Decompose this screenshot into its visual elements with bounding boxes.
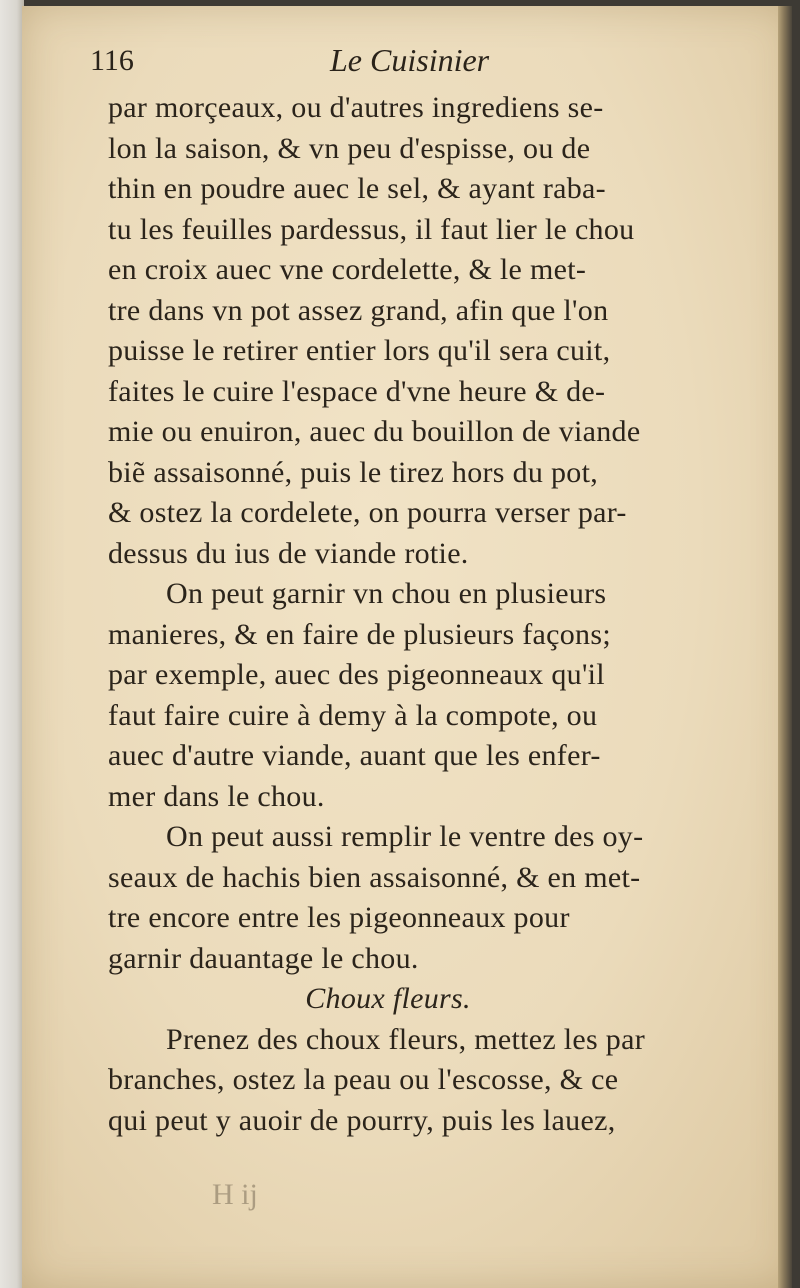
- page-number: 116: [90, 44, 134, 77]
- text-line: lon la saison, & vn peu d'espisse, ou de: [108, 131, 591, 165]
- signature-mark: H ij: [212, 1178, 258, 1211]
- text-line: manieres, & en faire de plusieurs façons;: [108, 617, 611, 651]
- text-line: tre encore entre les pigeonneaux pour: [108, 901, 570, 934]
- text-line: & ostez la cordelete, on pourra verser par-: [108, 496, 627, 529]
- page-fore-edge: [778, 6, 792, 1288]
- paragraph-start-line: On peut aussi remplir le ventre des oy-: [166, 820, 644, 853]
- text-line: seaux de hachis bien assaisonné, & en met-: [108, 860, 641, 894]
- section-heading: Choux fleurs.: [305, 982, 471, 1015]
- text-line: qui peut y auoir de pourry, puis les lauez,: [108, 1103, 616, 1137]
- text-line: en croix auec vne cordelette, & le met-: [108, 253, 587, 286]
- running-title: Le Cuisinier: [330, 42, 490, 78]
- text-line: biẽ assaisonné, puis le tirez hors du pot,: [108, 455, 599, 489]
- text-line: branches, ostez la peau ou l'escosse, & ce: [108, 1063, 619, 1096]
- text-line: puisse le retirer entier lors qu'il sera cuit,: [108, 334, 611, 367]
- body-text: [108, 88, 748, 1141]
- scan-background-edge: [0, 0, 24, 1288]
- running-head: [80, 40, 580, 84]
- text-line: dessus du ius de viande rotie.: [108, 536, 469, 570]
- paragraph-start-line: On peut garnir vn chou en plusieurs: [166, 577, 607, 610]
- text-line: tu les feuilles pardessus, il faut lier le chou: [108, 212, 635, 246]
- paragraph-start-line: Prenez des choux fleurs, mettez les par: [166, 1022, 646, 1056]
- text-line: faites le cuire l'espace d'vne heure & de-: [108, 374, 606, 408]
- text-line: thin en poudre auec le sel, & ayant raba-: [108, 172, 606, 205]
- text-line: faut faire cuire à demy à la compote, ou: [108, 698, 598, 732]
- text-line: par exemple, auec des pigeonneaux qu'il: [108, 658, 605, 691]
- text-line: mie ou enuiron, auec du bouillon de viande: [108, 415, 641, 448]
- text-line: auec d'autre viande, auant que les enfer-: [108, 739, 601, 772]
- text-line: par morçeaux, ou d'autres ingrediens se-: [108, 91, 604, 124]
- text-line: garnir dauantage le chou.: [108, 941, 419, 975]
- text-line: tre dans vn pot assez grand, afin que l'on: [108, 293, 609, 327]
- text-line: mer dans le chou.: [108, 779, 325, 813]
